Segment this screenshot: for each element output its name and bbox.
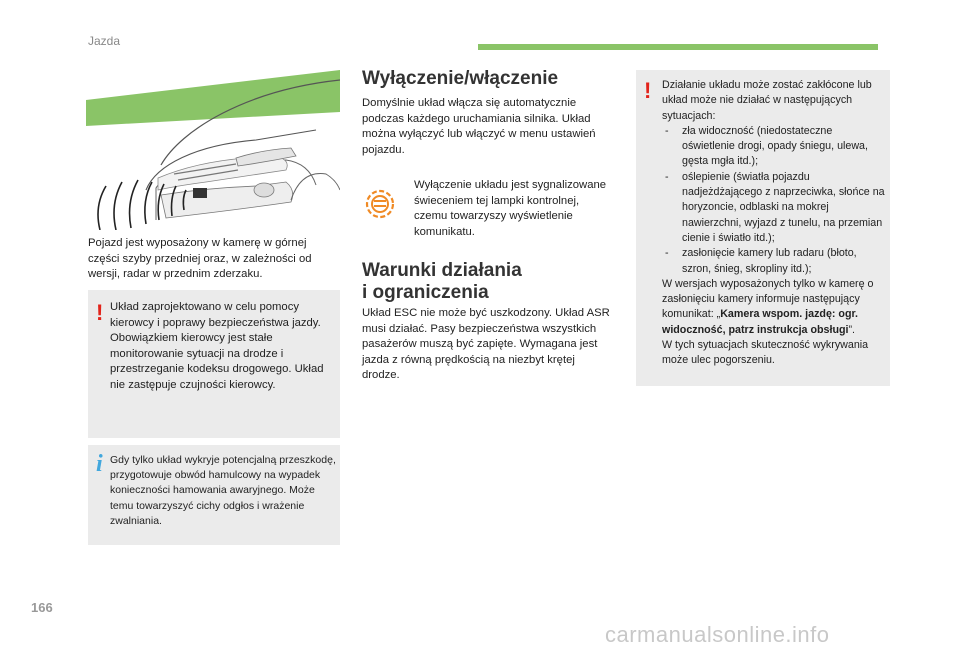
outro-prefix: W wersjach wyposażonych tylko w kamerę o zasłonięciu kamery informuje następujący komunikat: „: [662, 277, 874, 321]
heading-disable-enable: Wyłączenie/włączenie: [362, 68, 559, 89]
list-item: - oślepienie (światła pojazdu nadjeżdżającego z naprzeciwka, słońce na horyzoncie, odblaski na mokrej nawierzchni, wyjazd z tunelu, na przemian cienie i światło itd.);: [662, 170, 886, 246]
warning-lamp-icon: [364, 188, 396, 220]
para-conditions: Układ ESC nie może być uszkodzony. Układ ASR musi działać. Pasy bezpieczeństwa wszystkich pasażerów muszą być zapięte. Wymagana jest jazda z równą prędkością na niezbyt krętej drodze.: [362, 307, 610, 382]
heading-conditions-line2: i ograniczenia: [362, 282, 489, 303]
list-item: - zła widoczność (niedostateczne oświetlenie drogi, opady śniegu, ulewa, gęsta mgła itd.);: [662, 124, 886, 170]
warning-exclamation-icon: !: [644, 78, 652, 103]
outro-suffix: ”.: [848, 323, 855, 336]
conditions-list: [662, 124, 886, 277]
camera-radar-caption: Pojazd jest wyposażony w kamerę w górnej części szyby przedniej oraz, w zależności od wersji, radar w przednim zderzaku.: [88, 237, 312, 281]
warning-box-left: [88, 290, 340, 438]
warning-outro: [662, 277, 886, 338]
section-accent-bar: [478, 44, 878, 50]
warning-outro2: W tych sytuacjach skuteczność wykrywania może ulec pogorszeniu.: [662, 339, 869, 367]
warning-text-left: Układ zaprojektowano w celu pomocy kierowcy i poprawy bezpieczeństwa jazdy. Obowiązkiem kierowcy jest stałe monitorowanie sytuacji na drodze i przestrzeganie kodeksu drogowego. Układ nie zastępuje czujności kierowcy.: [110, 301, 324, 391]
warning-exclamation-icon: !: [96, 300, 104, 325]
section-title: Jazda: [88, 34, 121, 48]
outro-message: Kamera wspom. jazdę: ogr. widoczność, patrz instrukcja obsługi: [662, 308, 859, 336]
heading-conditions: [362, 260, 612, 304]
page-number: 166: [31, 600, 53, 615]
info-box: [88, 445, 340, 545]
info-icon: i: [96, 451, 103, 477]
car-radar-illustration: [86, 70, 340, 230]
info-text: Gdy tylko układ wykryje potencjalną przeszkodę, przygotowuje obwód hamulcowy na wypadek konieczności hamowania awaryjnego. Może temu towarzyszyć cichy odgłos i wrażenie zwalniania.: [110, 454, 336, 527]
warning-content-right: [662, 78, 886, 369]
heading-conditions-line1: Warunki działania: [362, 260, 522, 281]
para-disable-enable: Domyślnie układ włącza się automatycznie podczas każdego uruchamiania silnika. Układ można wyłączyć lub włączyć w menu ustawień pojazdu.: [362, 97, 596, 156]
list-item: - zasłonięcie kamery lub radaru (błoto, szron, śnieg, skropliny itd.);: [662, 246, 886, 277]
lamp-note: Wyłączenie układu jest sygnalizowane świeceniem tej lampki kontrolnej, czemu towarzyszy wyświetlenie komunikatu.: [414, 179, 607, 238]
warning-intro: Działanie układu może zostać zakłócone lub układ może nie działać w następujących sytuacjach:: [662, 79, 872, 122]
watermark: carmanualsonline.info: [605, 622, 830, 647]
warning-box-right: [636, 70, 890, 386]
